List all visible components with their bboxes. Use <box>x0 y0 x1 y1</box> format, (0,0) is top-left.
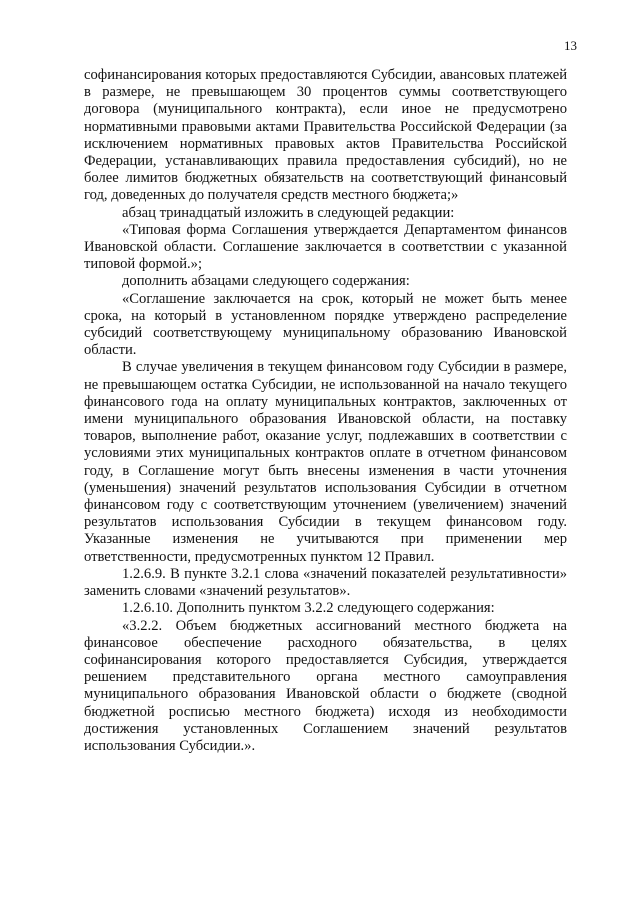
page-number: 13 <box>564 38 577 53</box>
paragraph-continuation: софинансирования которых предоставляются Субсидии, авансовых платежей в размере, не превышающем 30 процентов суммы соответствующего договора (муниципального контракта), если иное не предусмотрено нормативными правовыми актами Правительства Российской Федерации (за исключением нормативных правовых актов Правительства Российской Федерации, устанавливающих правила предоставления субсидий), но не более лимитов бюджетных обязательств на соответствующий финансовый год, доведенных до получателя средств местного бюджета;» <box>84 67 567 204</box>
paragraph-item-1-2-6-9: 1.2.6.9. В пункте 3.2.1 слова «значений показателей результативности» заменить словами «значений результатов». <box>84 565 567 600</box>
paragraph-instruction-add-abzacs: дополнить абзацами следующего содержания: <box>122 273 410 290</box>
paragraph-instruction-13th-abzac: абзац тринадцатый изложить в следующей редакции: <box>122 204 455 221</box>
paragraph-subsidy-increase: В случае увеличения в текущем финансовом году Субсидии в размере, не превышающем остатка Субсидии, не использованной на начало текущего финансового года на оплату муниципальных контрактов, заключенных от имени муниципального образования Ивановской области, на поставку товаров, выполнение работ, оказание услуг, подлежавших в соответствии с условиями этих муниципальных контрактов оплате в отчетном финансовом году, в Соглашение могут быть внесены изменения в части уточнения (уменьшения) значений результатов использования Субсидии в отчетном финансовом году с соответствующим уточнением (увеличением) значений результатов использования Субсидии в текущем финансовом году. Указанные изменения не учитываются при применении мер ответственности, предусмотренных пунктом 12 Правил. <box>84 359 567 565</box>
document-body <box>84 67 567 755</box>
paragraph-quoted-3-2-2: «3.2.2. Объем бюджетных ассигнований местного бюджета на финансовое обеспечение расходного обязательства, в целях софинансирования которого предоставляется Субсидия, утверждается решением представительного органа местного самоуправления муниципального образования Ивановской области о бюджете (сводной бюджетной росписью местного бюджета) исходя из необходимости достижения установленных Соглашением значений результатов использования Субсидии.». <box>84 617 567 754</box>
paragraph-quoted-standard-form: «Типовая форма Соглашения утверждается Департаментом финансов Ивановской области. Соглашение заключается в соответствии с указанной типовой формой.»; <box>84 221 567 273</box>
paragraph-item-1-2-6-10: 1.2.6.10. Дополнить пунктом 3.2.2 следующего содержания: <box>122 600 495 617</box>
paragraph-quoted-agreement-term: «Соглашение заключается на срок, который не может быть менее срока, на который в установленном порядке утверждено распределение субсидий соответствующему муниципальному образованию Ивановской области. <box>84 290 567 359</box>
